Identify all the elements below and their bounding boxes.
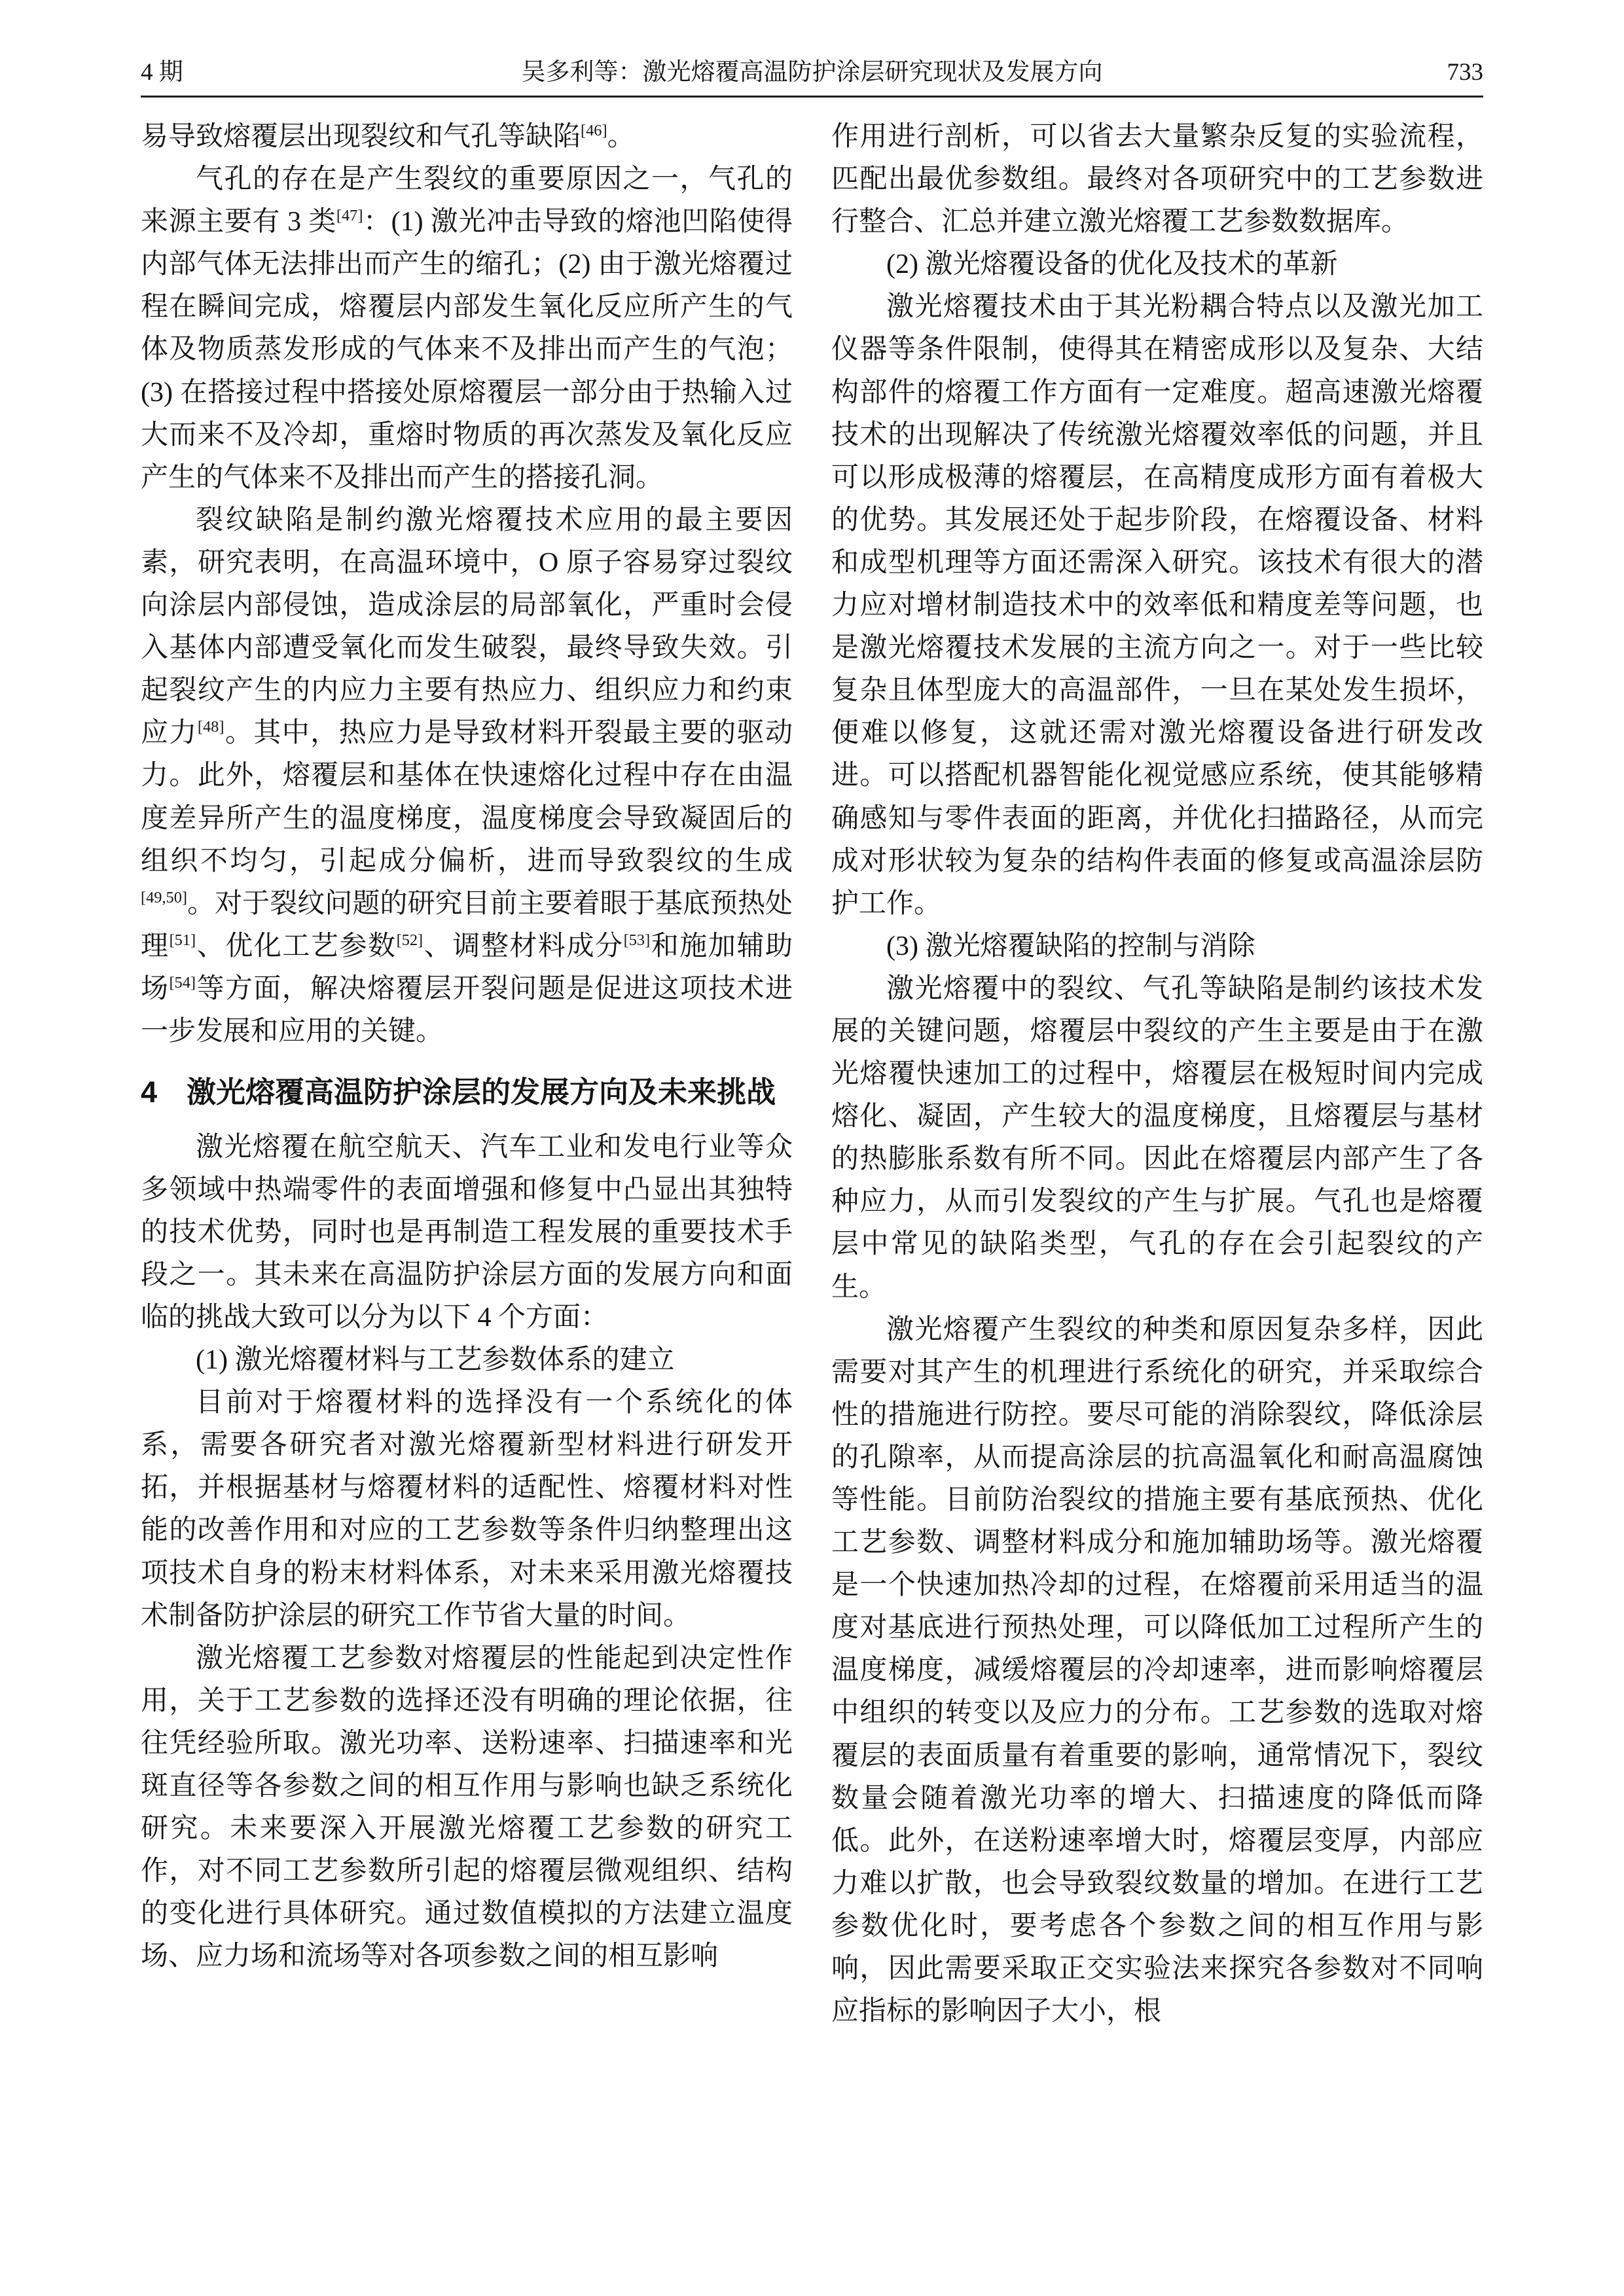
- article-body: [141, 116, 1483, 2033]
- running-title: 吴多利等：激光熔覆高温防护涂层研究现状及发展方向: [521, 59, 1103, 86]
- section-heading: 4 激光熔覆高温防护涂层的发展方向及未来挑战: [141, 1075, 776, 1109]
- citation-ref: [47]: [336, 207, 363, 225]
- paragraph: 易导致熔覆层出现裂纹和气孔等缺陷[46]。: [141, 122, 635, 152]
- citation-ref: [53]: [623, 931, 651, 949]
- paragraph: 激光熔覆技术由于其光粉耦合特点以及激光加工仪器等条件限制，使得其在精密成形以及复杂、大结构部件的熔覆工作方面有一定难度。超高速激光熔覆技术的出现解决了传统激光熔覆效率低的问题，并且可以形成极薄的熔覆层，在高精度成形方面有着极大的优势。其发展还处于起步阶段，在熔覆设备、材料和成型机理等方面还需深入研究。该技术有很大的潜力应对增材制造技术中的效率低和精度差等问题，也是激光熔覆技术发展的主流方向之一。对于一些比较复杂且体型庞大的高温部件，一旦在某处发生损坏，便难以修复，这就还需对激光熔覆设备进行研发改进。可以搭配机器智能化视觉感应系统，使其能够精确感知与零件表面的距离，并优化扫描路径，从而完成对形状较为复杂的结构件表面的修复或高温涂层防护工作。: [831, 292, 1483, 919]
- right-column: [831, 116, 1483, 2033]
- header-rule: [141, 96, 1483, 98]
- left-column: [141, 116, 793, 2033]
- paragraph: (1) 激光熔覆材料与工艺参数体系的建立: [196, 1345, 675, 1376]
- paragraph: 激光熔覆中的裂纹、气孔等缺陷是制约该技术发展的关键问题，熔覆层中裂纹的产生主要是由于在激光熔覆快速加工的过程中，熔覆层在极短时间内完成熔化、凝固，产生较大的温度梯度，且熔覆层与基材的热膨胀系数有所不同。因此在熔覆层内部产生了各种应力，从而引发裂纹的产生与扩展。气孔也是熔覆层中常见的缺陷类型，气孔的存在会引起裂纹的产生。: [831, 973, 1483, 1302]
- paragraph: 气孔的存在是产生裂纹的重要原因之一，气孔的来源主要有 3 类[47]：(1) 激光冲击导致的熔池凹陷使得内部气体无法排出而产生的缩孔；(2) 由于激光熔覆过程在瞬间完成，熔覆层内部发生氧化反应所产生的气体及物质蒸发形成的气体来不及排出而产生的气泡；(3) 在搭接过程中搭接处原熔覆层一部分由于热输入过大而来不及冷却，重熔时物质的再次蒸发及氧化反应产生的气体来不及排出而产生的搭接孔洞。: [141, 164, 793, 493]
- citation-ref: [52]: [396, 931, 424, 949]
- paragraph: 激光熔覆产生裂纹的种类和原因复杂多样，因此需要对其产生的机理进行系统化的研究，并采取综合性的措施进行防控。要尽可能的消除裂纹，降低涂层的孔隙率，从而提高涂层的抗高温氧化和耐高温腐蚀等性能。目前防治裂纹的措施主要有基底预热、优化工艺参数、调整材料成分和施加辅助场等。激光熔覆是一个快速加热冷却的过程，在熔覆前采用适当的温度对基底进行预热处理，可以降低加工过程所产生的温度梯度，减缓熔覆层的冷却速率，进而影响熔覆层中组织的转变以及应力的分布。工艺参数的选取对熔覆层的表面质量有着重要的影响，通常情况下，裂纹数量会随着激光功率的增大、扫描速度的降低而降低。此外，在送粉速率增大时，熔覆层变厚，内部应力难以扩散，也会导致裂纹数量的增加。在进行工艺参数优化时，要考虑各个参数之间的相互作用与影响，因此需要采取正交实验法来探究各参数对不同响应指标的影响因子大小，根: [831, 1314, 1483, 2027]
- paragraph: 裂纹缺陷是制约激光熔覆技术应用的最主要因素，研究表明，在高温环境中，O 原子容易穿过裂纹向涂层内部侵蚀，造成涂层的局部氧化，严重时会侵入基体内部遭受氧化而发生破裂，最终导致失效。引起裂纹产生的内应力主要有热应力、组织应力和约束应力[48]。其中，热应力是导致材料开裂最主要的驱动力。此外，熔覆层和基体在快速熔化过程中存在由温度差异所产生的温度梯度，温度梯度会导致凝固后的组织不均匀，引起成分偏析，进而导致裂纹的生成[49,50]。对于裂纹问题的研究目前主要着眼于基底预热处理[51]、优化工艺参数[52]、调整材料成分[53]和施加辅助场[54]等方面，解决熔覆层开裂问题是促进这项技术进一步发展和应用的关键。: [141, 505, 793, 1047]
- citation-ref: [51]: [169, 931, 196, 949]
- page-number: 733: [1447, 59, 1483, 86]
- paragraph: (2) 激光熔覆设备的优化及技术的革新: [886, 249, 1338, 280]
- citation-ref: [48]: [197, 718, 225, 736]
- paragraph: 目前对于熔覆材料的选择没有一个系统化的体系，需要各研究者对激光熔覆新型材料进行研发开拓，并根据基材与熔覆材料的适配性、熔覆材料对性能的改善作用和对应的工艺参数等条件归纳整理出这项技术自身的粉末材料体系，对未来采用激光熔覆技术制备防护涂层的研究工作节省大量的时间。: [141, 1388, 793, 1631]
- paragraph: 激光熔覆工艺参数对熔覆层的性能起到决定性作用，关于工艺参数的选择还没有明确的理论依据，往往凭经验所取。激光功率、送粉速率、扫描速率和光斑直径等各参数之间的相互作用与影响也缺乏系统化研究。未来要深入开展激光熔覆工艺参数的研究工作，对不同工艺参数所引起的熔覆层微观组织、结构的变化进行具体研究。通过数值模拟的方法建立温度场、应力场和流场等对各项参数之间的相互影响: [141, 1643, 793, 1972]
- paragraph: 激光熔覆在航空航天、汽车工业和发电行业等众多领域中热端零件的表面增强和修复中凸显出其独特的技术优势，同时也是再制造工程发展的重要技术手段之一。其未来在高温防护涂层方面的发展方向和面临的挑战大致可以分为以下 4 个方面：: [141, 1132, 793, 1333]
- citation-ref: [54]: [169, 973, 196, 992]
- journal-issue: 4 期: [141, 59, 183, 86]
- paragraph: 作用进行剖析，可以省去大量繁杂反复的实验流程，匹配出最优参数组。最终对各项研究中的工艺参数进行整合、汇总并建立激光熔覆工艺参数数据库。: [831, 122, 1483, 238]
- paragraph: (3) 激光熔覆缺陷的控制与消除: [886, 931, 1255, 961]
- page-header: [141, 56, 1483, 89]
- citation-ref: [46]: [581, 122, 607, 139]
- citation-ref: [49,50]: [141, 888, 188, 906]
